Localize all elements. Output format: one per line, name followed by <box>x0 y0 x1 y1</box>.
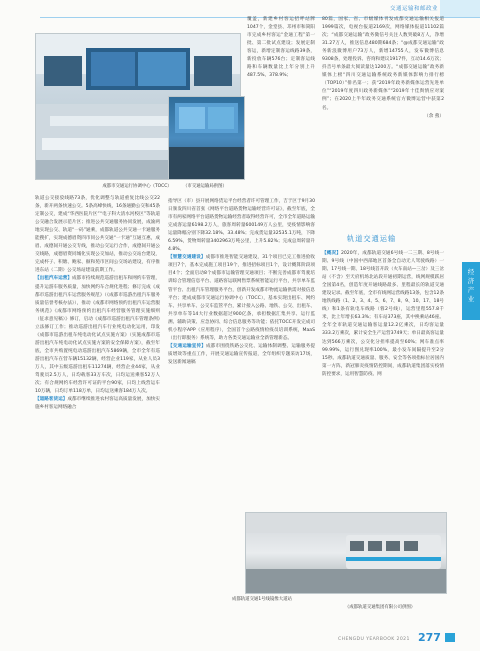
col1-paragraph-1: 轨道公交接驳线路73条，优化调整与轨道重复比线公交22条，新开两条快速公交。5条高峰快线，16条通勤公交和45条定制公交，建成“华西医院片区”“电子科大清水河校区”等轨道公交融合发展示范片区；推进公共交通服务协同发展，成渝两地实现公交、轨道“一码”通乘，成都轨道公共交通一卡通服务能搜扩，实现成德眉资四市同公共交通“一卡通”互通互惠，成眉、成德间开通公交专线，推动公交运行合作，成德间开通公交线路，成德眉资同城化实现公交加站，推动公交站台建设，完成杯子、积塘、鲍家、颐和苑市区间公交场站建设，有序推进东站（二期）公交场站建设前期工作。 <box>35 196 160 274</box>
col3-paragraph-1: 80篇，国家、省、市级媒体刊发成都交通运输相关报道1999篇次，电视台报道2169次，网络媒体报道11102篇次；“成都交通运输”政务微信号关注人数突破8万人，净增31.27万人，推送信息480期684条；“@成都交通运输”政务新浪微博用户73万人，新增14755人，发布微博信息9308条，处理投诉、咨询和建议1917件，互动14.6万次；抖音号单条最大阅读量达1200万。“成都交通运输”政务新媒体上榜“四川交通运输系统政务新媒体影响力排行榜（TOP10）”排名第一；获“2019年政务新媒体运营先进单位”“2019年度四川政务新媒体”“2019年十佳舆情应对案例”；在2020上半年政务交通系统官方微博运营中获第2名。 <box>322 17 444 111</box>
metro-caption-line1: 成都轨道交通1号线镜像大道站 <box>232 597 292 602</box>
page-header <box>0 0 480 17</box>
column-2-top <box>247 16 315 196</box>
traffic-center-photo <box>168 96 245 180</box>
header-accent-block <box>440 0 480 17</box>
col1-paragraph-2: 成都市持续规范巡游出租车和网约车管理，提升运游车服务质量，加快网约车合规化进程；修订完成《成都市巡游出租汽车运营服务规范》（《成都市巡游出租汽车服务质量信誉考核办法》），推动《成都市网络预约出租汽车运营服务规范》《成都市网络预约出租汽车经营服务管理实施细则（征求意见稿）》修订，启动《成都市巡游出租汽车管理条例》立法修订工作；推动巡游出租汽车行业纯电动化运用，印发《成都市巡游出租车纯电动化试点实施方案》（实施成都市巡游出租汽车纯电动化试点实施方案的安全保障方案），截至年底，全市共购置纯电动巡游出租汽车5869辆，全市全年有巡游出租汽车在营车辆15132辆，经营企业119家，从业人员3万人，其中五级巡游出租车11274辆，经营企业44家，从业驾驶员2.5万人，日均载客33万车次，日均运送乘客52万人次；有合规网约车经营许可证的平台90家，日均上线营运车10万辆，日均订单118万单，日均运送乘客184万人次。 <box>35 276 160 395</box>
footer-yearbook-brand: CHENGDU YEARBOOK 2021 <box>338 637 410 642</box>
traffic-center-illustration <box>169 97 244 179</box>
col3-section-heading-overview: 【概况】 <box>322 251 341 256</box>
column-3-top <box>322 16 444 230</box>
col2-section-heading-publicity: 【交通运输宣传】 <box>168 343 206 349</box>
col1-section-heading-taxi: 【出租汽车运营】 <box>35 276 73 282</box>
metro-station-illustration <box>246 513 446 593</box>
rail-section-title: 轨道交通运输 <box>347 234 397 243</box>
col1-section-heading-road: 【道路客货运】 <box>35 397 68 403</box>
footer-accent-block <box>445 633 455 642</box>
metro-station-photo <box>245 512 447 594</box>
col1-paragraph-3: 成都市继续推进农村客运高质量发展，加快实施乡村客运网络融合 <box>35 397 160 411</box>
page-number: 277 <box>418 631 441 644</box>
column-1 <box>35 195 160 625</box>
metro-caption-line2: （成都轨道交通集团有限公司供图） <box>344 605 416 610</box>
col2-paragraph-3: 成都市围绕铁路公交化、运输体制调整、运输服务提质增效等重点工作，开展交通运输宣传报道，全年组织专题采访17场，发送新闻通稿 <box>168 343 315 365</box>
col2-paragraph-1-cont: 指导区（市）县开展网络货运平台经营者许可管理工作，吉于区于9月30日颁发四川省首张《网络平台道路货物运输经营许可证》，截至年底，全市有两家网络平台道路货物运输经营者取得经营许可，全市全年道路运输完成客运量6198.2万人，旅客周转量600149万人公里，受疫情影响客运量降幅分别下降32.18%、33.48%；完成货运量32535.1万吨，下降6.59%，货物周转量3402963万吨公里，上升5.82%；完成总周转量升4.8%。 <box>168 199 315 253</box>
col2-section-heading-smart: 【智慧交通建设】 <box>168 255 206 261</box>
col3-author: （余 燕） <box>424 113 444 119</box>
tocc-photo-caption: 成都市交通运行协调中心（TOCC） <box>102 184 172 189</box>
col2-paragraph-2: 成都市推进智能交通建设，31个项目已完工推进验收项目7个，基本完成施工项目19个，推进招标项目1个，设计概算阶段项目4个；全面启动8个成都市运输管理交通项目；不断完善成都市驾驶培训综合管理信息平台、道路客运联网售票系统智能运行平台，共享单车监管平台、出租汽车管理服务平台，创新开发成都市物流运输供需对接信息平台；建成成都市交通运行协调中心（TOCC），基本实现出租车、网约车、共享单车、公交车监管平台，累计接入公路、地铁、公交、出租车、共享单车等14大行业数据超过900亿条，承担数据汇集共享、运行监测、辅助决策、应急协同、综合信息服务等功能；依托TOCC开发完成司机小程序APP（应用程序），全国首个公路疫情检疫员培训系统，MaaS（出行即服务）系统等，助力各类交通运输业全新管理新态。 <box>168 255 315 341</box>
section-side-tab-label: 经济产业 <box>467 268 475 303</box>
running-header-title: 交通运输和邮政业 <box>389 6 438 12</box>
col3-paragraph-2: 2020年，成都轨道交通6号线一二三期、8号线一期、9号线（中国中西部地区首条全自动无人驾驶线路）一期、17号线一期、18号线首开段（火车南站—三岔）及三岔站（不含）至天府机场北站段开通初期运营，线网规模跃居全国第4名，创造年度开通线路最多、里程最长的轨道交通建设记录。截至年底，全市有线网运营线路13条，包含12条地铁线路（1、2、3、4、5、6、7、8、9、10、17、18号线）和1条有轨电车线路（蓉2号线），运营里程557.8千米，比上年增长63.3%；有车站373座，其中换乘站46座。全年全市轨道交通运输客运量12.2亿乘次，日均客运量333.2万乘次，累计安全生产运营3749天；单日最高客运量达到566万乘次，公交化分担率提高至60%；网车准点率99.99%，运行图兑现率100%，最小发车间隔提升至2分15秒。成都轨道交通质量、服务、安全等各项指标位居国内第一方阵，新冠肺炎疫情防控期间，成都轨道集团落实疫情防控要求，运用智慧防疫、网 <box>322 251 444 377</box>
col2-paragraph-1: 覆盖，新建乡村客运招呼站牌1047个，金堂县、邛州市和简阳市完成乡村客运“金通工程”第一批、第二批试点建设；发展定制客运，新增定制客运线路39条，新投放车辆576台；定制客运线路和车辆数量比上年分别上升487.5%、378.9%； <box>247 17 315 79</box>
traffic-center-caption: （市交通运输局供图） <box>183 184 227 189</box>
